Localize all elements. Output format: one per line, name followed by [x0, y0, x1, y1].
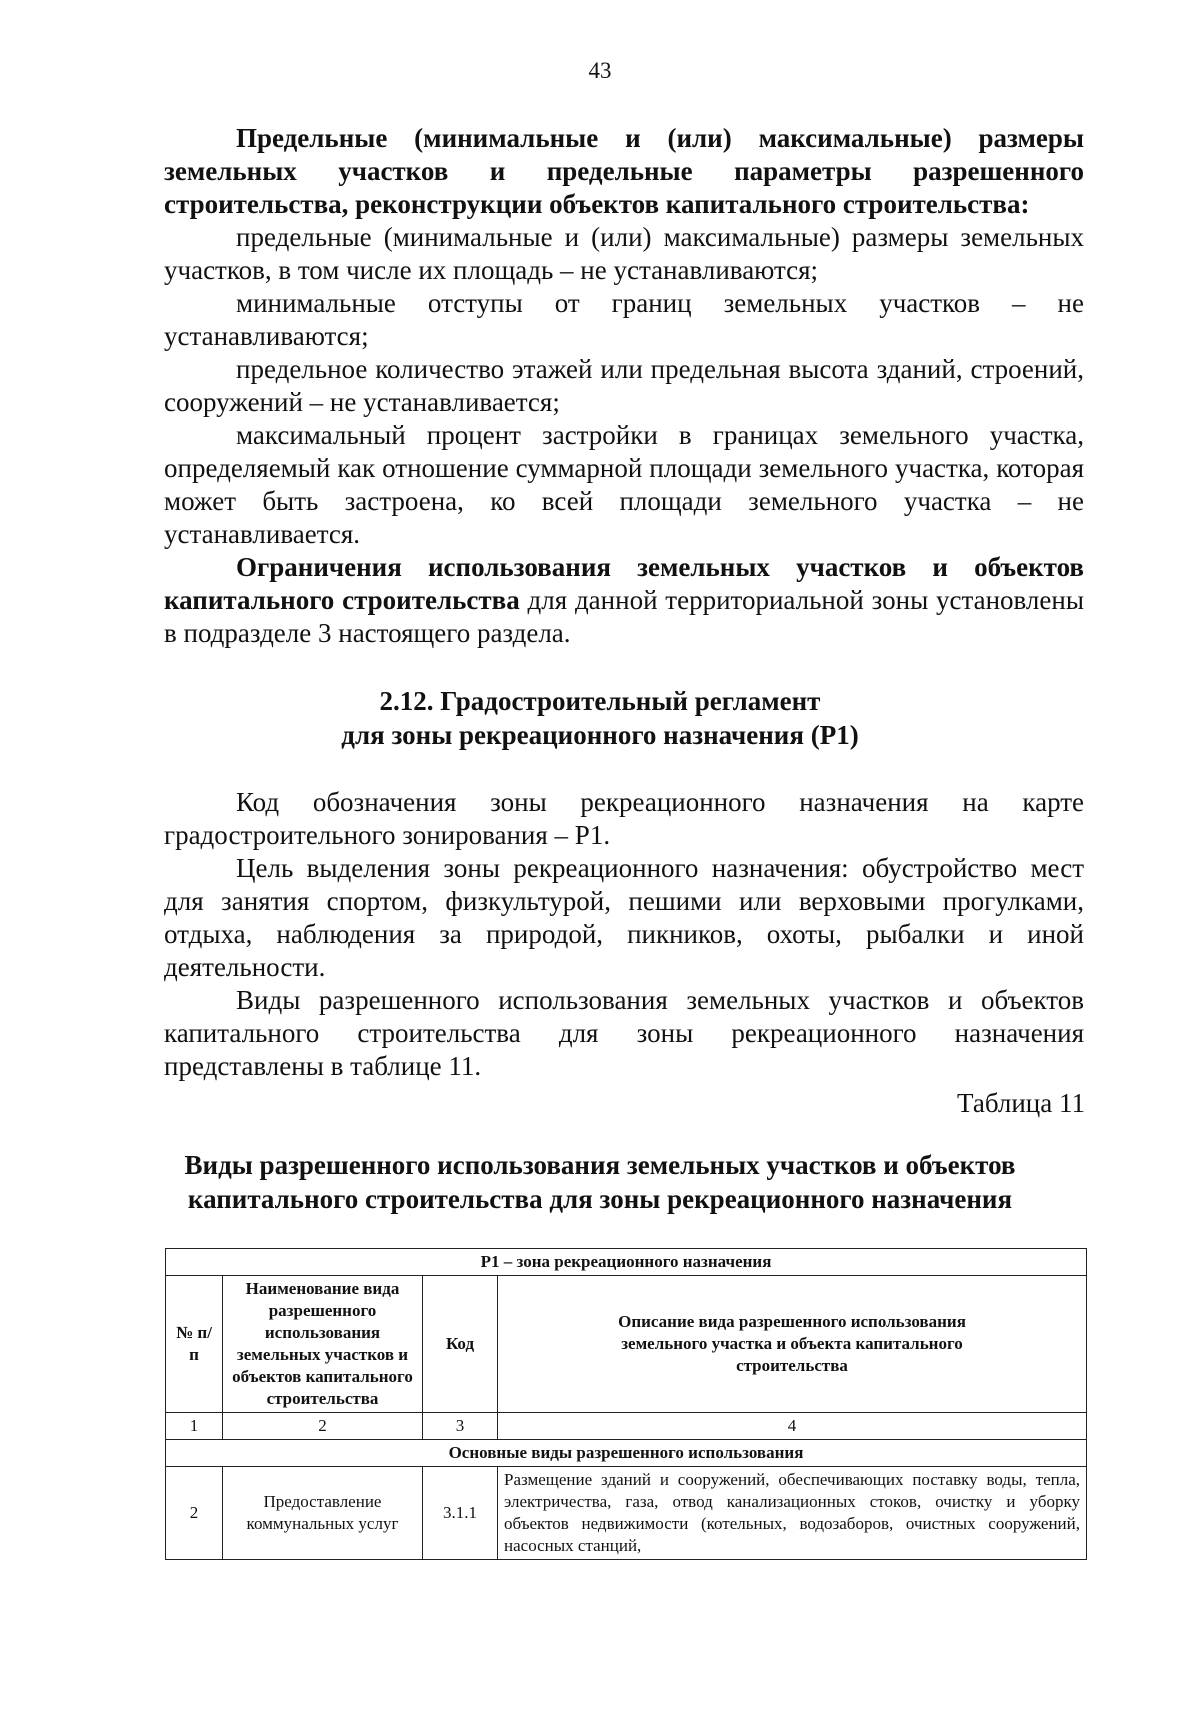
- header-num: № п/п: [166, 1276, 223, 1413]
- usage-types-paragraph: Виды разрешенного использования земельных участков и объектов капитального строительства для зоны рекреационного назначения представлены в таблице 11.: [164, 985, 1084, 1081]
- column-header-row: [166, 1276, 1087, 1413]
- limits-block: [164, 122, 1084, 650]
- table-title: [0, 1148, 1200, 1216]
- page-number: 43: [588, 58, 612, 83]
- section-title-line1: 2.12. Градостроительный регламент: [379, 686, 821, 716]
- table-label: Таблица 11: [957, 1088, 1085, 1118]
- col-number-3: 3: [423, 1413, 498, 1440]
- limits-item: предельное количество этажей или предельная высота зданий, строений, сооружений – не устанавливается;: [164, 354, 1084, 417]
- limits-item: предельные (минимальные и (или) максимальные) размеры земельных участков, в том числе их площадь – не устанавливаются;: [164, 222, 1084, 285]
- table-title-line2: капитального строительства для зоны рекреационного назначения: [187, 1184, 1013, 1214]
- restrictions-rest: для данной территориальной зоны установлены в подразделе 3 настоящего раздела.: [164, 585, 1084, 648]
- section-title: [0, 684, 1200, 752]
- header-description: Описание вида разрешенного использования земельного участка и объекта капитального строительства: [498, 1276, 1087, 1413]
- zone-header-cell: Р1 – зона рекреационного назначения: [166, 1249, 1087, 1276]
- limits-item: минимальные отступы от границ земельных участков – не устанавливаются;: [164, 288, 1084, 351]
- header-name: Наименование вида разрешенного использования земельных участков и объектов капитального строительства: [223, 1276, 423, 1413]
- limits-heading: Предельные (минимальные и (или) максимальные) размеры земельных участков и предельные параметры разрешенного строительства, реконструкции объектов капитального строительства:: [164, 123, 1084, 219]
- row-code: 3.1.1: [423, 1467, 498, 1560]
- usage-table: [165, 1248, 1087, 1560]
- row-name: Предоставление коммунальных услуг: [223, 1467, 423, 1560]
- col-number-4: 4: [498, 1413, 1087, 1440]
- section-body: [164, 786, 1084, 1083]
- zone-header-row: [166, 1249, 1087, 1276]
- limits-item: максимальный процент застройки в границах земельного участка, определяемый как отношение суммарной площади земельного участка, которая может быть застроена, ко всей площади земельного участка – не устанавливается.: [164, 420, 1084, 549]
- table-row: [166, 1467, 1087, 1560]
- zone-code-paragraph: Код обозначения зоны рекреационного назначения на карте градостроительного зонирования – Р1.: [164, 787, 1084, 850]
- table-title-line1: Виды разрешенного использования земельных участков и объектов: [184, 1150, 1016, 1180]
- zone-purpose-paragraph: Цель выделения зоны рекреационного назначения: обустройство мест для занятия спортом, физкультурой, пешими или верховыми прогулками, отдыха, наблюдения за природой, пикников, охоты, рыбалки и иной деятельности.: [164, 853, 1084, 982]
- row-description: Размещение зданий и сооружений, обеспечивающих поставку воды, тепла, электричества, газа, отвод канализационных стоков, очистку и уборку объектов недвижимости (котельных, водозаборов, очистных сооружений, насосных станций,: [498, 1467, 1087, 1560]
- section-title-line2: для зоны рекреационного назначения (Р1): [341, 720, 859, 750]
- column-number-row: [166, 1413, 1087, 1440]
- col-number-2: 2: [223, 1413, 423, 1440]
- group-header-cell: Основные виды разрешенного использования: [166, 1440, 1087, 1467]
- group-header-row: [166, 1440, 1087, 1467]
- restrictions-paragraph: [164, 551, 1084, 650]
- header-code: Код: [423, 1276, 498, 1413]
- row-num: 2: [166, 1467, 223, 1560]
- restrictions-bold: Ограничения использования земельных участков и объектов капитального строительства: [164, 552, 1084, 615]
- col-number-1: 1: [166, 1413, 223, 1440]
